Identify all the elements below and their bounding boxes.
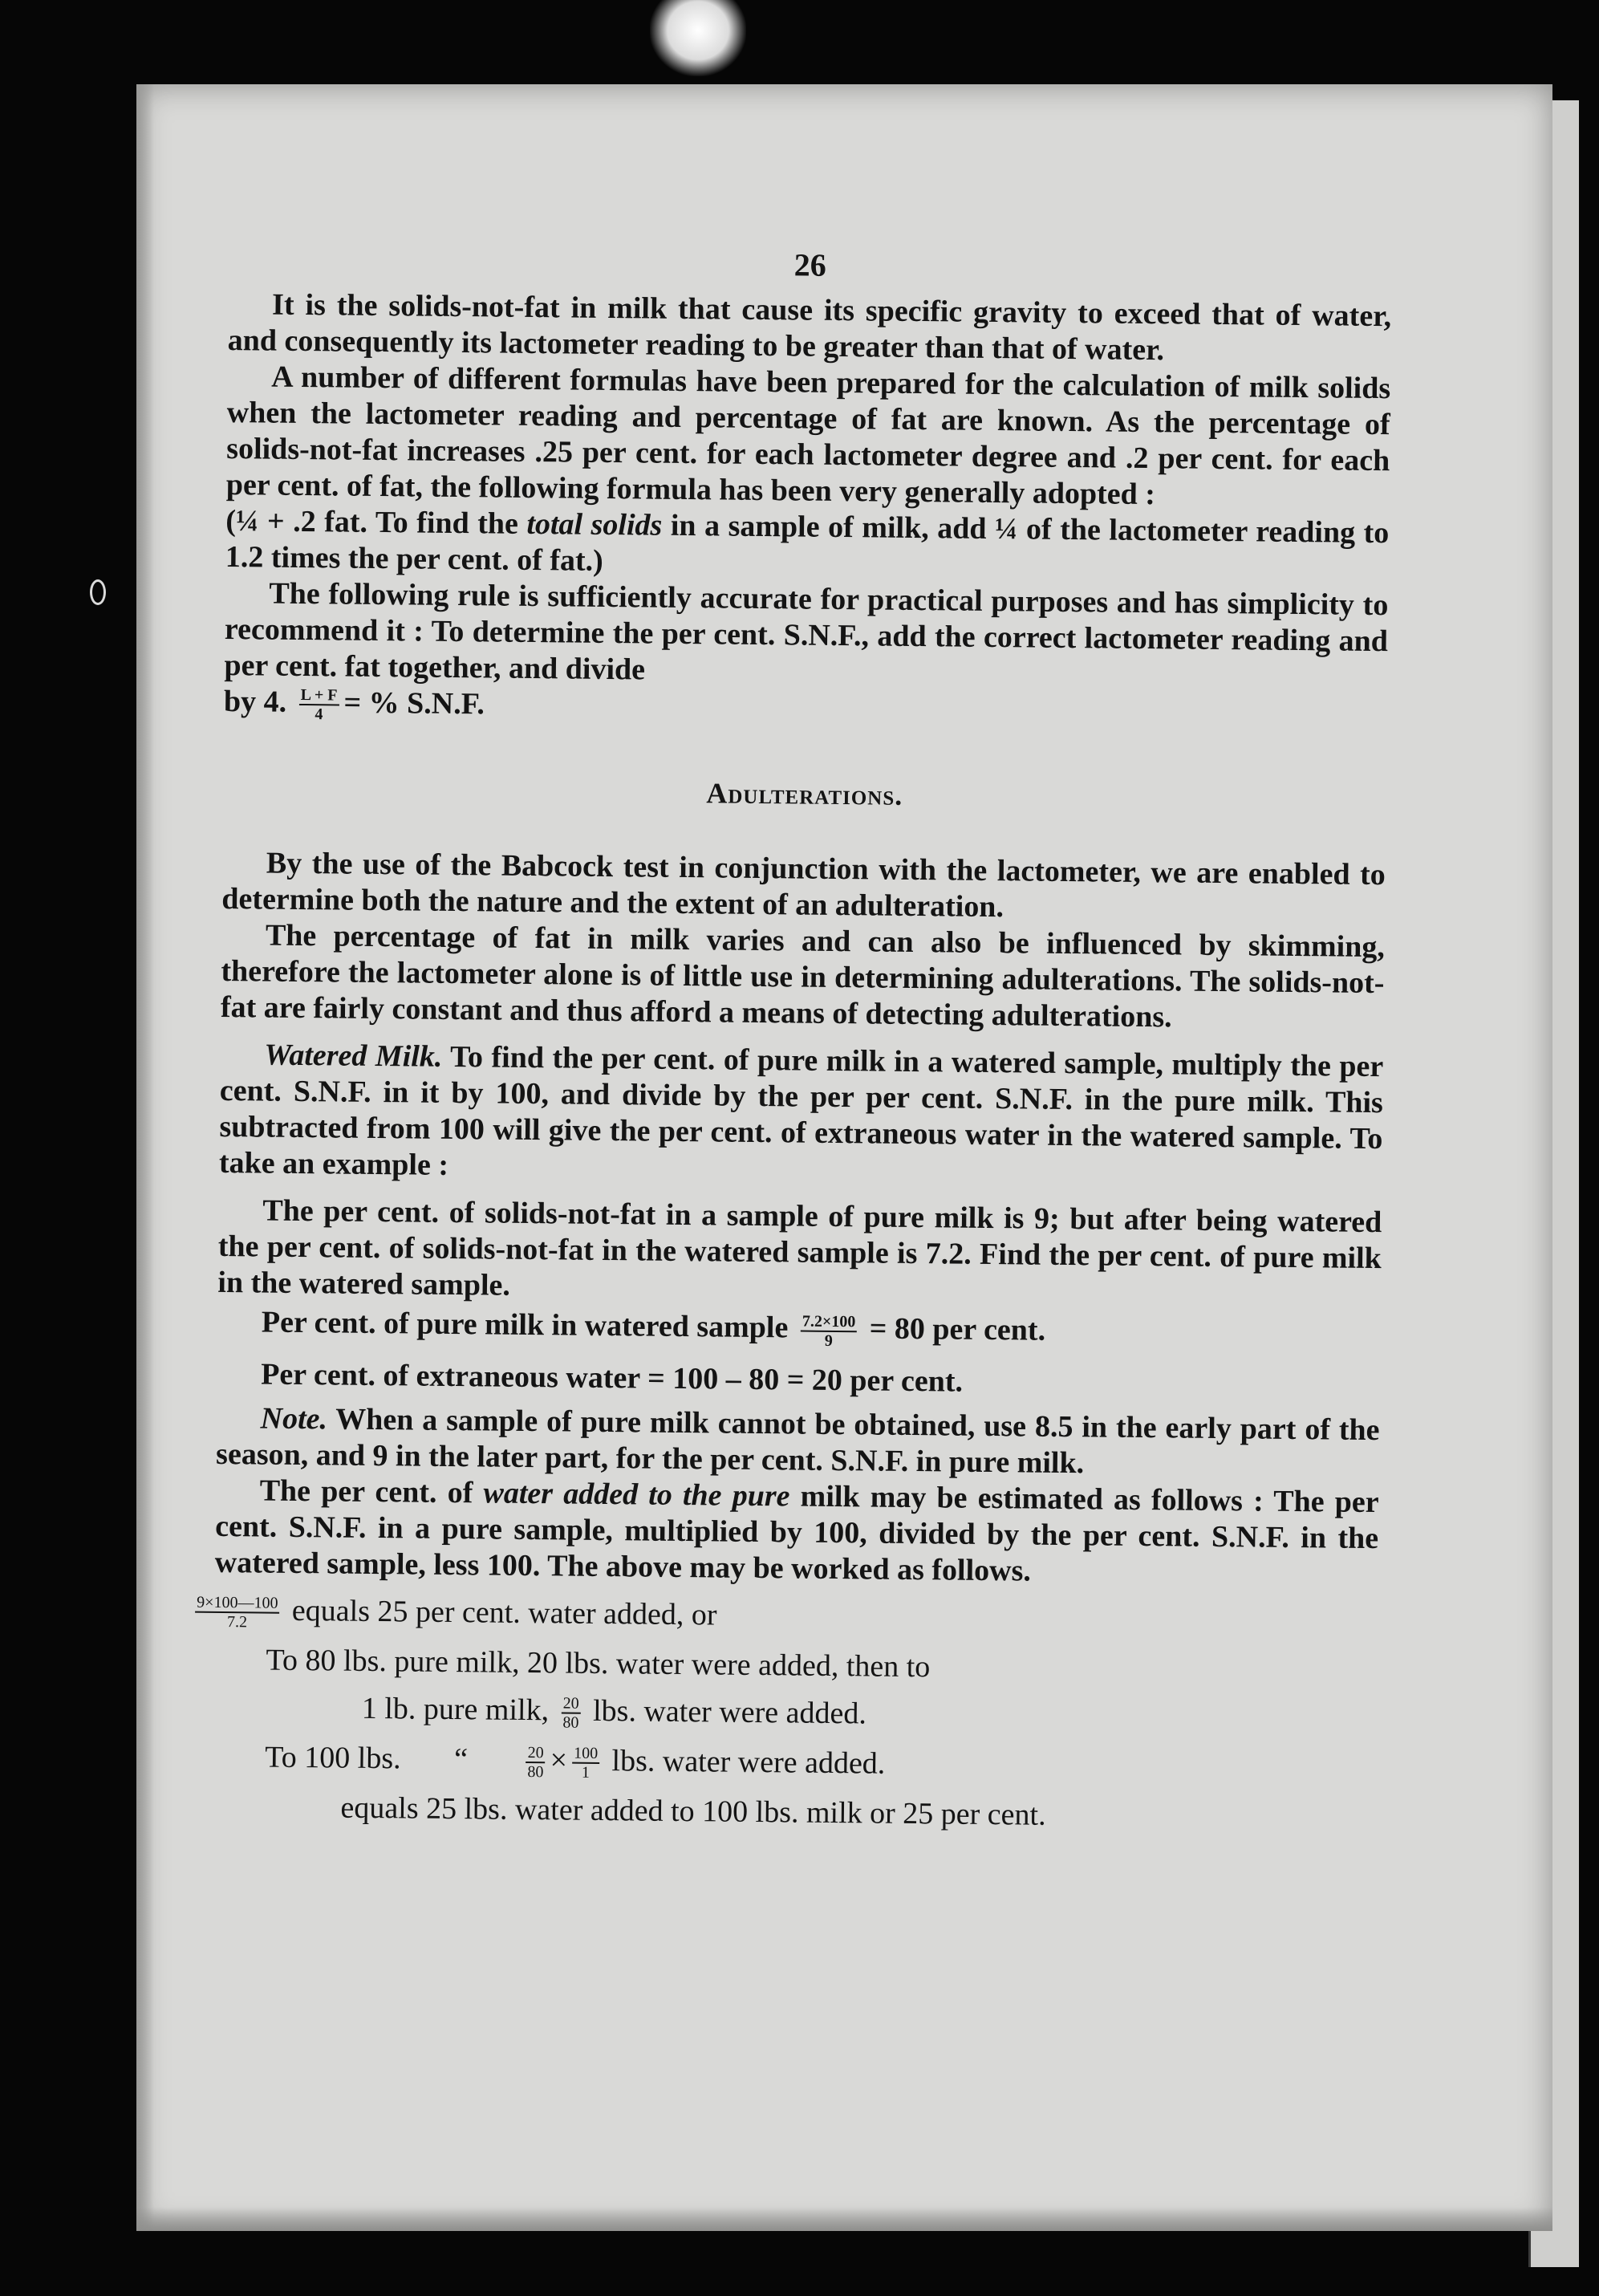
paragraph: A number of different formulas have been prepared for the calculation of milk solids when the lactometer reading and percentage of fat are known. As the percentage of solids-not-fat increases .25 per cent. for each lactometer degree and .2 per cent. for each per cent. of fat, the following formula has been very generally adopted : — [225, 360, 1391, 512]
worked-line-5: equals 25 lbs. water added to 100 lbs. milk or 25 per cent. — [340, 1790, 1046, 1833]
paragraph: By the use of the Babcock test in conjunction with the lactometer, we are enabled to determine both the nature and the extent of an adulteration. — [221, 846, 1386, 924]
worked-line-3: 1 lb. pure milk, $\frac{20}{80}$ lbs. water were added. — [361, 1691, 867, 1732]
note-paragraph: Note. When a sample of pure milk cannot be obtained, use 8.5 in the early part of the season, and 9 in the later part, for the per cent. S.N.F. in pure milk. — [215, 1401, 1380, 1480]
scan-artifact — [90, 579, 106, 605]
snf-fraction: $\frac{L + F}{4}$ — [298, 686, 339, 724]
worked-line-1: $\frac{9\times 100—100}{7.2}$ equals 25 per cent. water added, or — [190, 1591, 1378, 1643]
calc-extraneous-water: Per cent. of extraneous water = 100 – 80 = 20 per cent. — [260, 1357, 964, 1399]
example-paragraph: The per cent. of solids-not-fat in a sample of pure milk is 9; but after being watered the per cent. of solids-not-fat in the watered sample is 7.2. Find the per cent. of pure milk in the watered sample. — [217, 1193, 1382, 1303]
calc-fraction: $\frac{7.2\times 100}{9}$ — [801, 1312, 858, 1350]
formula-paragraph: (¼ + .2 fat. To find the total solids in a sample of milk, add ¼ of the lactometer reading to 1.2 times the per cent. of fat.) — [225, 503, 1390, 578]
water-added-paragraph: The per cent. of water added to the pure milk may be estimated as follows : The per cent. S.N.F. in a pure sample, multiplied by 100, divided by the per cent. S.N.F. in the watered sample, less 100. The above may be worked as follows. — [214, 1473, 1379, 1588]
page-text — [197, 241, 1392, 1837]
section-heading: Adulterations. — [706, 777, 903, 812]
paragraph: The percentage of fat in milk varies and can also be influenced by skimming, therefore the lactometer alone is of little use in determining adulterations. The solids-not-fat are fairly constant and thus afford a means of detecting adulterations. — [220, 918, 1386, 1034]
worked-example — [197, 1591, 1378, 1837]
watered-milk-paragraph: Watered Milk. To find the per cent. of pure milk in a watered sample, multiply the per cent. S.N.F. in it by 100, and divide by the per per cent. S.N.F. in the pure milk. This subtracted from 100 will give the per cent. of extraneous water in the watered sample. To take an example : — [218, 1038, 1384, 1183]
worked-line-2: To 80 lbs. pure milk, 20 lbs. water were added, then to — [266, 1643, 931, 1684]
paragraph: It is the solids-not-fat in milk that cause its specific gravity to exceed that of water, and consequently its lactometer reading to be greater than that of water. — [227, 287, 1392, 368]
paragraph: The following rule is sufficiently accurate for practical purposes and has simplicity to recommend it : To determine the per cent. S.N.F., add the correct lactometer reading and per cent. fat together, and divide — [224, 576, 1389, 687]
calc-pure-milk: Per cent. of pure milk in watered sample $\frac{7.2\times 100}{9}$ = 80 per cent. — [261, 1305, 1046, 1350]
worked-line-4: To 100 lbs. “ $\frac{20}{80}$ × $\frac{100}{1}$ lbs. water were added. — [264, 1740, 886, 1782]
scan-artifact — [650, 0, 746, 76]
page-number: 26 — [793, 246, 826, 283]
snf-rule: by 4. $\frac{L + F}{4}$ = % S.N.F. — [223, 684, 485, 724]
